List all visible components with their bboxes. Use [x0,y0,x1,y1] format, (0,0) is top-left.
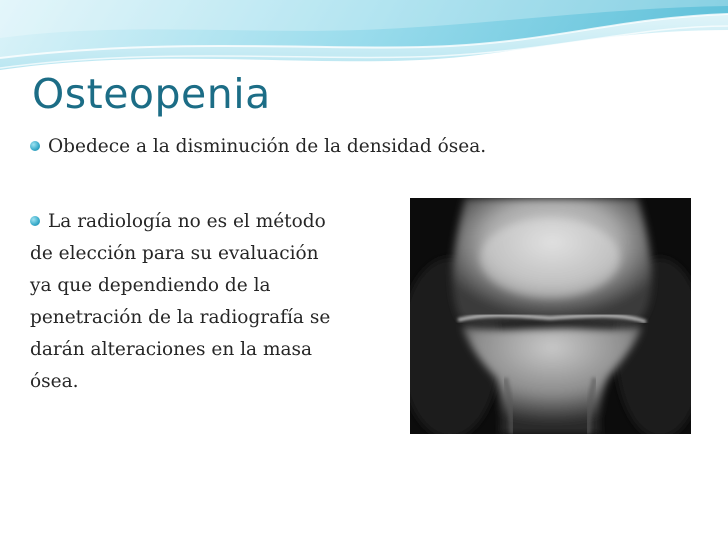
bullet-2-line: La radiología no es el método [30,206,402,238]
slide-title: Osteopenia [32,70,271,118]
bullet-2-line: ósea. [30,371,79,392]
bullet-1-text: Obedece a la disminución de la densidad ósea. [48,136,487,157]
bullet-dot-icon [30,216,40,226]
bullet-2-line: de elección para su evaluación [30,243,319,264]
knee-xray-image [410,198,691,434]
header-wave-decoration [0,0,728,75]
bullet-dot-icon [30,141,40,151]
bullet-2 [30,206,402,398]
bullet-2-line: penetración de la radiografía se [30,307,331,328]
bullet-2-line: darán alteraciones en la masa [30,339,313,360]
knee-xray-drawing [410,198,691,434]
bullet-1 [30,131,486,163]
bullet-2-line: ya que dependiendo de la [30,275,271,296]
